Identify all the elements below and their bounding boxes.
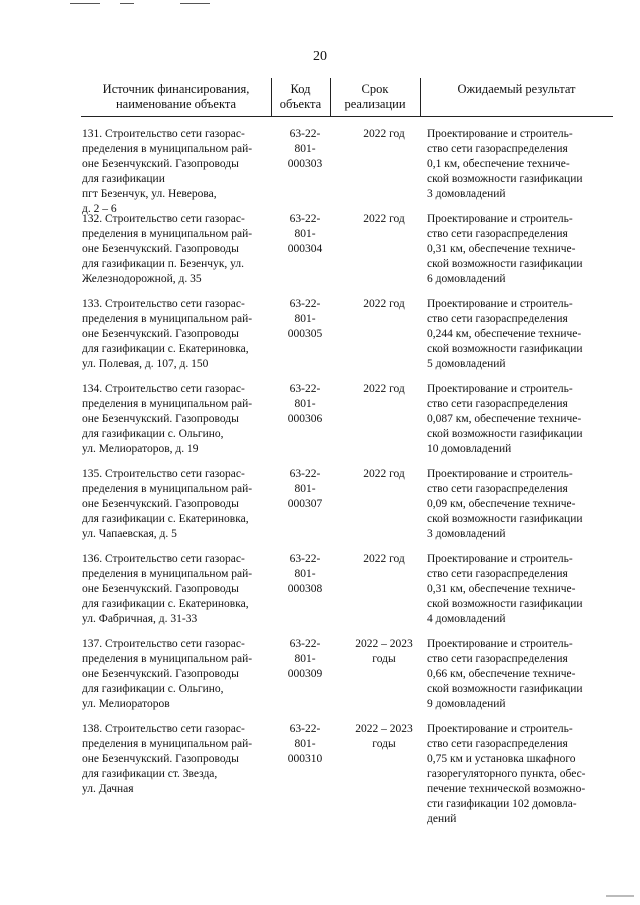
- cell-line: 3 домовладений: [427, 188, 506, 200]
- cell-line: 63-22-: [289, 383, 321, 395]
- object-code-cell: [278, 382, 332, 427]
- cell-line: 63-22-: [289, 468, 321, 480]
- term-cell: [342, 382, 426, 397]
- object-name-cell: [82, 467, 272, 542]
- cell-line: 0,75 км и установка шкафного: [427, 753, 576, 765]
- cell-line: 63-22-: [289, 128, 321, 140]
- object-code-cell: [278, 722, 332, 767]
- cell-line: годы: [372, 738, 396, 750]
- table-header: [81, 78, 613, 117]
- cell-line: пгт Безенчук, ул. Неверова,: [82, 188, 217, 200]
- result-cell: [427, 297, 612, 372]
- cell-line: 0,31 км, обеспечение техниче-: [427, 583, 576, 595]
- cell-line: 801-: [294, 738, 316, 750]
- cell-line: 133. Строительство сети газорас-: [82, 298, 245, 310]
- cell-line: Железнодорожной, д. 35: [82, 273, 202, 285]
- cell-line: оне Безенчукский. Газопроводы: [82, 158, 239, 170]
- cell-line: 0,09 км, обеспечение техниче-: [427, 498, 576, 510]
- cell-line: ул. Чапаевская, д. 5: [82, 528, 177, 540]
- object-name-cell: [82, 382, 272, 457]
- object-name-cell: [82, 212, 272, 287]
- page-number: 20: [313, 49, 327, 64]
- cell-line: 63-22-: [289, 723, 321, 735]
- result-cell: [427, 722, 612, 827]
- cell-line: ской возможности газификации: [427, 428, 583, 440]
- cell-line: ство сети газораспределения: [427, 398, 568, 410]
- object-name-cell: [82, 127, 272, 217]
- cell-line: 132. Строительство сети газорас-: [82, 213, 245, 225]
- cell-line: пределения в муниципальном рай-: [82, 313, 253, 325]
- cell-line: 000307: [287, 498, 323, 510]
- cell-line: оне Безенчукский. Газопроводы: [82, 498, 239, 510]
- cell-line: 000304: [287, 243, 323, 255]
- table-row: [82, 722, 612, 827]
- cell-line: 000309: [287, 668, 323, 680]
- cell-line: 0,244 км, обеспечение техниче-: [427, 328, 582, 340]
- cell-line: ство сети газораспределения: [427, 143, 568, 155]
- cell-line: 2022 год: [363, 298, 405, 310]
- cell-line: 136. Строительство сети газорас-: [82, 553, 245, 565]
- object-name-cell: [82, 552, 272, 627]
- result-cell: [427, 467, 612, 542]
- cell-line: д. 2 – 6: [82, 203, 117, 215]
- object-code-cell: [278, 297, 332, 342]
- cell-line: ул. Дачная: [82, 783, 134, 795]
- term-cell: [342, 552, 426, 567]
- cell-line: 000306: [287, 413, 323, 425]
- cell-line: 000308: [287, 583, 323, 595]
- object-code-cell: [278, 127, 332, 172]
- cell-line: сти газификации 102 домовла-: [427, 798, 577, 810]
- cell-line: 801-: [294, 313, 316, 325]
- cell-line: 9 домовладений: [427, 698, 506, 710]
- table-row: [82, 467, 612, 552]
- result-cell: [427, 382, 612, 457]
- table-row: [82, 127, 612, 215]
- cell-line: оне Безенчукский. Газопроводы: [82, 753, 239, 765]
- cell-line: 801-: [294, 228, 316, 240]
- cell-line: 000310: [287, 753, 323, 765]
- cell-line: 801-: [294, 398, 316, 410]
- cell-line: пределения в муниципальном рай-: [82, 738, 253, 750]
- cell-line: пределения в муниципальном рай-: [82, 143, 253, 155]
- cell-line: 801-: [294, 568, 316, 580]
- scan-edge-line: [180, 3, 210, 4]
- cell-line: 6 домовладений: [427, 273, 506, 285]
- object-name-cell: [82, 637, 272, 712]
- cell-line: ство сети газораспределения: [427, 653, 568, 665]
- object-code-cell: [278, 467, 332, 512]
- cell-line: 0,66 км, обеспечение техниче-: [427, 668, 576, 680]
- cell-line: для газификации с. Екатериновка,: [82, 343, 249, 355]
- cell-line: 131. Строительство сети газорас-: [82, 128, 245, 140]
- term-cell: [342, 467, 426, 482]
- cell-line: 801-: [294, 653, 316, 665]
- cell-line: 3 домовладений: [427, 528, 506, 540]
- cell-line: ул. Мелиораторов, д. 19: [82, 443, 199, 455]
- cell-line: пределения в муниципальном рай-: [82, 568, 253, 580]
- cell-line: 138. Строительство сети газорас-: [82, 723, 245, 735]
- header-source: Источник финансирования, наименование объекта: [102, 82, 250, 111]
- cell-line: для газификации п. Безенчук, ул.: [82, 258, 245, 270]
- cell-line: 4 домовладений: [427, 613, 506, 625]
- object-name-cell: [82, 722, 272, 797]
- term-cell: [342, 212, 426, 227]
- cell-line: 134. Строительство сети газорас-: [82, 383, 245, 395]
- cell-line: для газификации с. Ольгино,: [82, 428, 224, 440]
- cell-line: ской возможности газификации: [427, 258, 583, 270]
- cell-line: ул. Мелиораторов: [82, 698, 170, 710]
- term-cell: [342, 297, 426, 312]
- cell-line: 0,31 км, обеспечение техниче-: [427, 243, 576, 255]
- cell-line: 137. Строительство сети газорас-: [82, 638, 245, 650]
- header-term: Срок реализации: [344, 82, 406, 111]
- cell-line: 135. Строительство сети газорас-: [82, 468, 245, 480]
- cell-line: Проектирование и строитель-: [427, 298, 573, 310]
- cell-line: 0,087 км, обеспечение техниче-: [427, 413, 582, 425]
- cell-line: ской возможности газификации: [427, 343, 583, 355]
- cell-line: ство сети газораспределения: [427, 738, 568, 750]
- cell-line: газорегуляторного пункта, обес-: [427, 768, 586, 780]
- table-row: [82, 297, 612, 382]
- table-row: [82, 552, 612, 637]
- table-body: [82, 127, 612, 827]
- cell-line: 000303: [287, 158, 323, 170]
- object-code-cell: [278, 637, 332, 682]
- cell-line: 0,1 км, обеспечение техниче-: [427, 158, 570, 170]
- cell-line: Проектирование и строитель-: [427, 553, 573, 565]
- cell-line: 801-: [294, 143, 316, 155]
- cell-line: Проектирование и строитель-: [427, 638, 573, 650]
- scan-edge-line: [70, 3, 100, 4]
- table-row: [82, 382, 612, 467]
- cell-line: 2022 – 2023: [355, 638, 413, 650]
- cell-line: ул. Фабричная, д. 31-33: [82, 613, 198, 625]
- cell-line: 63-22-: [289, 638, 321, 650]
- cell-line: ство сети газораспределения: [427, 568, 568, 580]
- cell-line: ство сети газораспределения: [427, 483, 568, 495]
- cell-line: ской возможности газификации: [427, 598, 583, 610]
- cell-line: Проектирование и строитель-: [427, 468, 573, 480]
- cell-line: оне Безенчукский. Газопроводы: [82, 413, 239, 425]
- cell-line: пределения в муниципальном рай-: [82, 228, 253, 240]
- cell-line: Проектирование и строитель-: [427, 213, 573, 225]
- cell-line: оне Безенчукский. Газопроводы: [82, 668, 239, 680]
- scan-artifact: [606, 895, 634, 897]
- cell-line: ство сети газораспределения: [427, 228, 568, 240]
- cell-line: ство сети газораспределения: [427, 313, 568, 325]
- object-name-cell: [82, 297, 272, 372]
- cell-line: пределения в муниципальном рай-: [82, 483, 253, 495]
- cell-line: 2022 год: [363, 213, 405, 225]
- cell-line: 63-22-: [289, 213, 321, 225]
- cell-line: для газификации с. Ольгино,: [82, 683, 224, 695]
- cell-line: оне Безенчукский. Газопроводы: [82, 328, 239, 340]
- cell-line: Проектирование и строитель-: [427, 723, 573, 735]
- cell-line: 2022 – 2023: [355, 723, 413, 735]
- result-cell: [427, 552, 612, 627]
- result-cell: [427, 127, 612, 202]
- scan-edge-line: [120, 3, 134, 4]
- object-code-cell: [278, 212, 332, 257]
- cell-line: 801-: [294, 483, 316, 495]
- cell-line: 10 домовладений: [427, 443, 512, 455]
- cell-line: печение технической возможно-: [427, 783, 586, 795]
- cell-line: 5 домовладений: [427, 358, 506, 370]
- cell-line: для газификации: [82, 173, 165, 185]
- object-code-cell: [278, 552, 332, 597]
- cell-line: оне Безенчукский. Газопроводы: [82, 583, 239, 595]
- cell-line: ул. Полевая, д. 107, д. 150: [82, 358, 209, 370]
- header-result: Ожидаемый результат: [457, 82, 576, 96]
- cell-line: для газификации с. Екатериновка,: [82, 598, 249, 610]
- cell-line: 2022 год: [363, 383, 405, 395]
- cell-line: 000305: [287, 328, 323, 340]
- cell-line: 2022 год: [363, 553, 405, 565]
- term-cell: [342, 127, 426, 142]
- cell-line: Проектирование и строитель-: [427, 383, 573, 395]
- cell-line: ской возможности газификации: [427, 513, 583, 525]
- table-row: [82, 637, 612, 722]
- cell-line: для газификации с. Екатериновка,: [82, 513, 249, 525]
- header-code: Код объекта: [279, 82, 322, 111]
- cell-line: пределения в муниципальном рай-: [82, 653, 253, 665]
- cell-line: оне Безенчукский. Газопроводы: [82, 243, 239, 255]
- term-cell: [342, 722, 426, 752]
- cell-line: дений: [427, 813, 457, 825]
- cell-line: ской возможности газификации: [427, 683, 583, 695]
- cell-line: ской возможности газификации: [427, 173, 583, 185]
- cell-line: 63-22-: [289, 298, 321, 310]
- result-cell: [427, 637, 612, 712]
- cell-line: для газификации ст. Звезда,: [82, 768, 218, 780]
- cell-line: Проектирование и строитель-: [427, 128, 573, 140]
- cell-line: 2022 год: [363, 468, 405, 480]
- cell-line: 2022 год: [363, 128, 405, 140]
- cell-line: пределения в муниципальном рай-: [82, 398, 253, 410]
- cell-line: 63-22-: [289, 553, 321, 565]
- result-cell: [427, 212, 612, 287]
- term-cell: [342, 637, 426, 667]
- cell-line: годы: [372, 653, 396, 665]
- table-row: [82, 212, 612, 297]
